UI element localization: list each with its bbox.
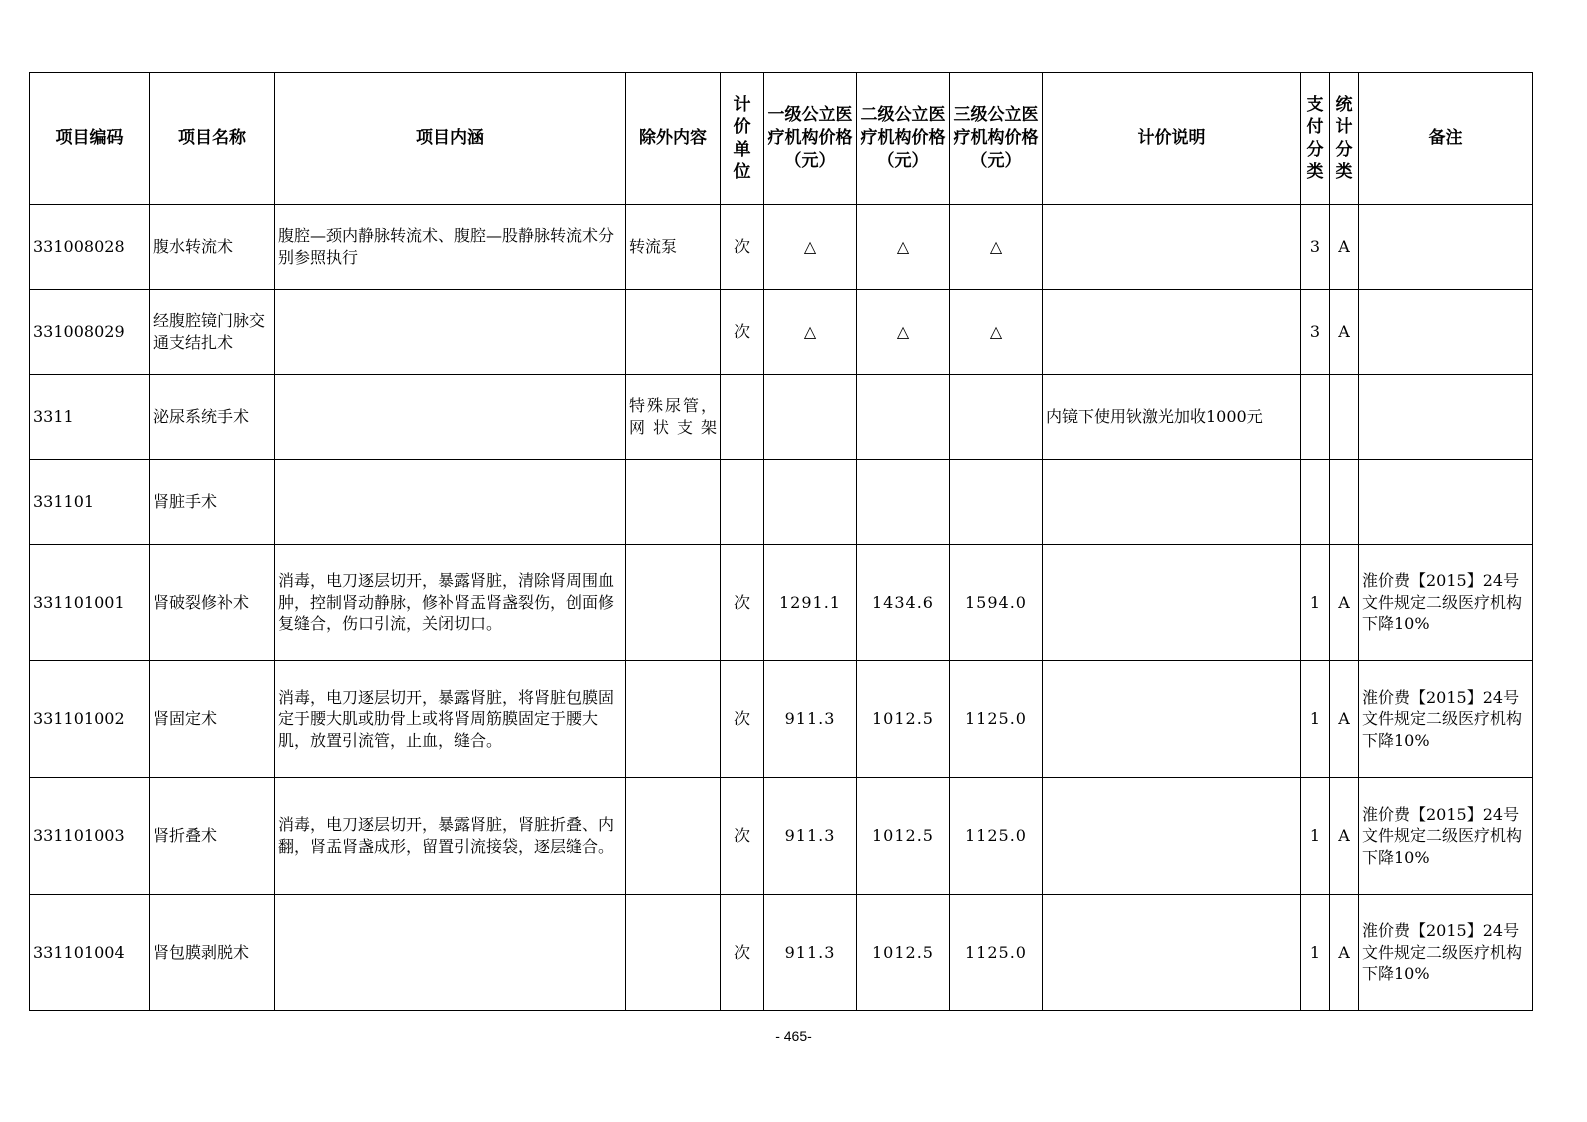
- cell-unit: 次: [721, 290, 764, 375]
- cell-price-level3: 1125.0: [950, 778, 1043, 895]
- cell-content: [275, 375, 626, 460]
- cell-code: 331101002: [30, 661, 150, 778]
- cell-payment-class: [1301, 460, 1330, 545]
- table-row: [30, 460, 1533, 545]
- header-row: [30, 73, 1533, 205]
- cell-payment-class: 1: [1301, 545, 1330, 661]
- cell-price-level1: 911.3: [764, 661, 857, 778]
- cell-code: 331101: [30, 460, 150, 545]
- cell-price-level3: 1125.0: [950, 895, 1043, 1011]
- cell-content: 消毒，电刀逐层切开，暴露肾脏，清除肾周围血肿，控制肾动静脉，修补肾盂肾盏裂伤，创面修复缝合，伤口引流，关闭切口。: [275, 545, 626, 661]
- cell-payment-class: 1: [1301, 778, 1330, 895]
- cell-exclude: 转流泵: [626, 205, 721, 290]
- cell-code: 331008028: [30, 205, 150, 290]
- cell-name: 肾包膜剥脱术: [150, 895, 275, 1011]
- cell-price-level2: [857, 460, 950, 545]
- cell-pricing-note: [1043, 545, 1301, 661]
- cell-stat-class: [1330, 375, 1359, 460]
- cell-name: 肾折叠术: [150, 778, 275, 895]
- header-price-level2: 二级公立医疗机构价格（元）: [857, 73, 950, 205]
- cell-payment-class: 1: [1301, 661, 1330, 778]
- cell-price-level1: [764, 460, 857, 545]
- cell-unit: [721, 375, 764, 460]
- cell-pricing-note: [1043, 895, 1301, 1011]
- cell-unit: 次: [721, 661, 764, 778]
- cell-price-level1: △: [764, 290, 857, 375]
- cell-price-level3: △: [950, 205, 1043, 290]
- table-row: [30, 778, 1533, 895]
- table-row: [30, 375, 1533, 460]
- cell-code: 331101004: [30, 895, 150, 1011]
- cell-unit: 次: [721, 545, 764, 661]
- header-price-level1: 一级公立医疗机构价格（元）: [764, 73, 857, 205]
- cell-name: 肾脏手术: [150, 460, 275, 545]
- cell-name: 经腹腔镜门脉交通支结扎术: [150, 290, 275, 375]
- price-table: [29, 72, 1533, 1011]
- cell-price-level1: 911.3: [764, 778, 857, 895]
- cell-pricing-note: [1043, 661, 1301, 778]
- cell-price-level1: △: [764, 205, 857, 290]
- cell-exclude: [626, 545, 721, 661]
- cell-pricing-note: [1043, 460, 1301, 545]
- cell-price-level2: 1012.5: [857, 661, 950, 778]
- cell-price-level3: 1594.0: [950, 545, 1043, 661]
- cell-content: 消毒，电刀逐层切开，暴露肾脏，肾脏折叠、内翻，肾盂肾盏成形，留置引流接袋，逐层缝合。: [275, 778, 626, 895]
- header-price-level3: 三级公立医疗机构价格（元）: [950, 73, 1043, 205]
- cell-remark: 淮价费【2015】24号文件规定二级医疗机构下降10%: [1359, 895, 1533, 1011]
- cell-content: [275, 460, 626, 545]
- cell-payment-class: 1: [1301, 895, 1330, 1011]
- cell-remark: 淮价费【2015】24号文件规定二级医疗机构下降10%: [1359, 545, 1533, 661]
- cell-content: [275, 895, 626, 1011]
- cell-payment-class: [1301, 375, 1330, 460]
- table-row: [30, 290, 1533, 375]
- cell-pricing-note: [1043, 290, 1301, 375]
- cell-code: 3311: [30, 375, 150, 460]
- cell-stat-class: A: [1330, 545, 1359, 661]
- cell-exclude: [626, 460, 721, 545]
- cell-exclude: [626, 778, 721, 895]
- cell-content: 消毒，电刀逐层切开，暴露肾脏，将肾脏包膜固定于腰大肌或肋骨上或将肾周筋膜固定于腰大肌，放置引流管，止血，缝合。: [275, 661, 626, 778]
- cell-content: 腹腔—颈内静脉转流术、腹腔—股静脉转流术分别参照执行: [275, 205, 626, 290]
- table-row: [30, 661, 1533, 778]
- header-payment-class: 支付分类: [1301, 73, 1330, 205]
- cell-price-level2: 1012.5: [857, 778, 950, 895]
- cell-payment-class: 3: [1301, 205, 1330, 290]
- cell-price-level2: △: [857, 205, 950, 290]
- cell-stat-class: A: [1330, 778, 1359, 895]
- cell-exclude: [626, 895, 721, 1011]
- cell-exclude: 特殊尿管，网状支架: [626, 375, 721, 460]
- cell-exclude: [626, 290, 721, 375]
- cell-exclude: [626, 661, 721, 778]
- table-row: [30, 545, 1533, 661]
- cell-remark: [1359, 460, 1533, 545]
- cell-price-level2: △: [857, 290, 950, 375]
- cell-name: 腹水转流术: [150, 205, 275, 290]
- header-name: 项目名称: [150, 73, 275, 205]
- cell-remark: [1359, 375, 1533, 460]
- cell-price-level2: 1012.5: [857, 895, 950, 1011]
- cell-stat-class: A: [1330, 661, 1359, 778]
- cell-pricing-note: [1043, 205, 1301, 290]
- cell-price-level1: 911.3: [764, 895, 857, 1011]
- header-code: 项目编码: [30, 73, 150, 205]
- cell-price-level3: [950, 375, 1043, 460]
- cell-price-level3: [950, 460, 1043, 545]
- table-row: [30, 205, 1533, 290]
- cell-unit: [721, 460, 764, 545]
- cell-code: 331008029: [30, 290, 150, 375]
- cell-content: [275, 290, 626, 375]
- cell-code: 331101001: [30, 545, 150, 661]
- header-unit: 计价单位: [721, 73, 764, 205]
- header-pricing-note: 计价说明: [1043, 73, 1301, 205]
- cell-pricing-note: [1043, 778, 1301, 895]
- cell-remark: [1359, 290, 1533, 375]
- cell-unit: 次: [721, 778, 764, 895]
- cell-price-level3: △: [950, 290, 1043, 375]
- cell-remark: 淮价费【2015】24号文件规定二级医疗机构下降10%: [1359, 661, 1533, 778]
- header-remark: 备注: [1359, 73, 1533, 205]
- cell-remark: [1359, 205, 1533, 290]
- cell-name: 肾破裂修补术: [150, 545, 275, 661]
- header-exclude: 除外内容: [626, 73, 721, 205]
- cell-name: 肾固定术: [150, 661, 275, 778]
- cell-price-level3: 1125.0: [950, 661, 1043, 778]
- cell-code: 331101003: [30, 778, 150, 895]
- header-stat-class: 统计分类: [1330, 73, 1359, 205]
- cell-price-level2: [857, 375, 950, 460]
- cell-stat-class: A: [1330, 205, 1359, 290]
- cell-remark: 淮价费【2015】24号文件规定二级医疗机构下降10%: [1359, 778, 1533, 895]
- cell-price-level1: 1291.1: [764, 545, 857, 661]
- cell-unit: 次: [721, 895, 764, 1011]
- cell-payment-class: 3: [1301, 290, 1330, 375]
- cell-price-level2: 1434.6: [857, 545, 950, 661]
- cell-pricing-note: 内镜下使用钬激光加收1000元: [1043, 375, 1301, 460]
- page-number: - 465-: [775, 1028, 812, 1044]
- cell-stat-class: A: [1330, 895, 1359, 1011]
- cell-name: 泌尿系统手术: [150, 375, 275, 460]
- header-content: 项目内涵: [275, 73, 626, 205]
- cell-stat-class: [1330, 460, 1359, 545]
- table-row: [30, 895, 1533, 1011]
- cell-stat-class: A: [1330, 290, 1359, 375]
- cell-price-level1: [764, 375, 857, 460]
- cell-unit: 次: [721, 205, 764, 290]
